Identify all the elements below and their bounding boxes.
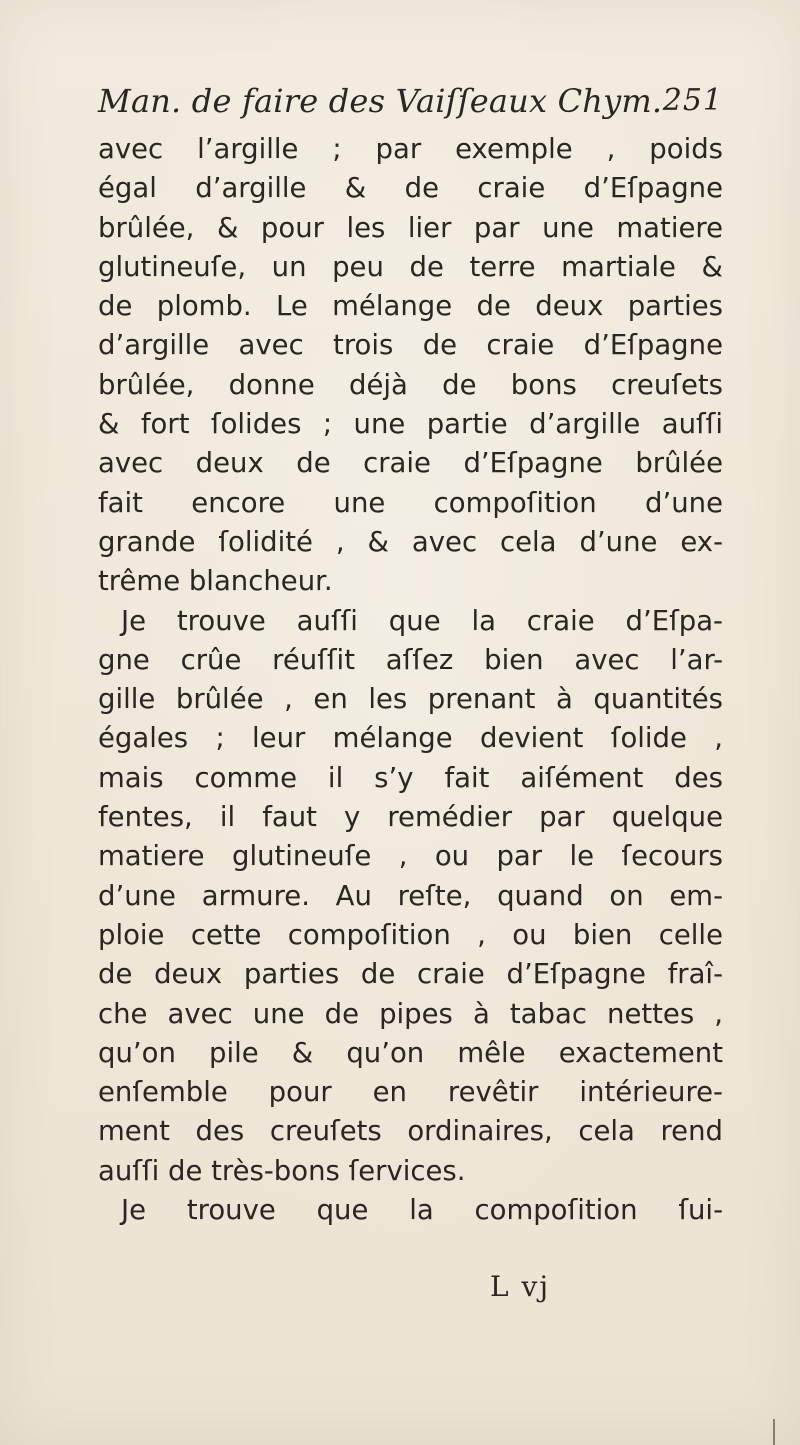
running-title: Man. de faire des Vaiſſeaux Chym. bbox=[98, 82, 663, 120]
page-number: 251 bbox=[662, 83, 723, 118]
text-line: avec l’argille ; par exemple , poids bbox=[98, 133, 723, 165]
text-line: trême blancheur. bbox=[98, 565, 333, 598]
text-line: & fort ſolides ; une partie d’argille auſſi bbox=[98, 408, 723, 441]
text-line: d’une armure. Au reſte, quand on em- bbox=[98, 879, 723, 912]
text-line: de plomb. Le mélange de deux parties bbox=[98, 290, 723, 323]
body-text bbox=[98, 130, 723, 1230]
text-line: grande ſolidité , & avec cela d’une ex- bbox=[98, 525, 723, 558]
text-line: enſemble pour en revêtir intérieure- bbox=[98, 1076, 723, 1109]
paragraph-start-line: Je trouve que la compoſition ſui- bbox=[121, 1194, 723, 1227]
text-line: gne crûe réuſſit aſſez bien avec l’ar- bbox=[98, 643, 723, 676]
text-line: mais comme il s’y fait aiſément des bbox=[98, 761, 723, 794]
text-line: d’argille avec trois de craie d’Eſpagne bbox=[98, 329, 723, 362]
text-line: fentes, il faut y remédier par quelque bbox=[98, 801, 723, 834]
text-line: fait encore une compoſition d’une bbox=[98, 486, 723, 519]
paragraph-start-line: Je trouve auſſi que la craie d’Eſpa- bbox=[121, 604, 723, 637]
text-line: avec deux de craie d’Eſpagne brûlée bbox=[98, 447, 723, 480]
text-line: ment des creuſets ordinaires, cela rend bbox=[98, 1115, 723, 1148]
text-line: brûlée, donne déjà de bons creuſets bbox=[98, 368, 723, 401]
page-header bbox=[98, 82, 723, 128]
text-line: égales ; leur mélange devient ſolide , bbox=[98, 722, 723, 755]
text-line: che avec une de pipes à tabac nettes , bbox=[98, 997, 723, 1030]
text-line: égal d’argille & de craie d’Eſpagne bbox=[98, 172, 723, 205]
text-line: qu’on pile & qu’on mêle exactement bbox=[98, 1036, 723, 1069]
text-line: gille brûlée , en les prenant à quantités bbox=[98, 683, 723, 716]
text-line: matiere glutineuſe , ou par le ſecours bbox=[98, 840, 723, 873]
text-line: ploie cette compoſition , ou bien celle bbox=[98, 918, 723, 951]
text-line: auſſi de très-bons ſervices. bbox=[98, 1154, 466, 1187]
signature-mark: L vj bbox=[490, 1270, 550, 1303]
text-line: brûlée, & pour les lier par une matiere bbox=[98, 211, 723, 244]
text-line: glutineuſe, un peu de terre martiale & bbox=[98, 250, 723, 283]
page-edge-mark bbox=[773, 1419, 775, 1445]
text-line: de deux parties de craie d’Eſpagne fraî- bbox=[98, 958, 723, 991]
